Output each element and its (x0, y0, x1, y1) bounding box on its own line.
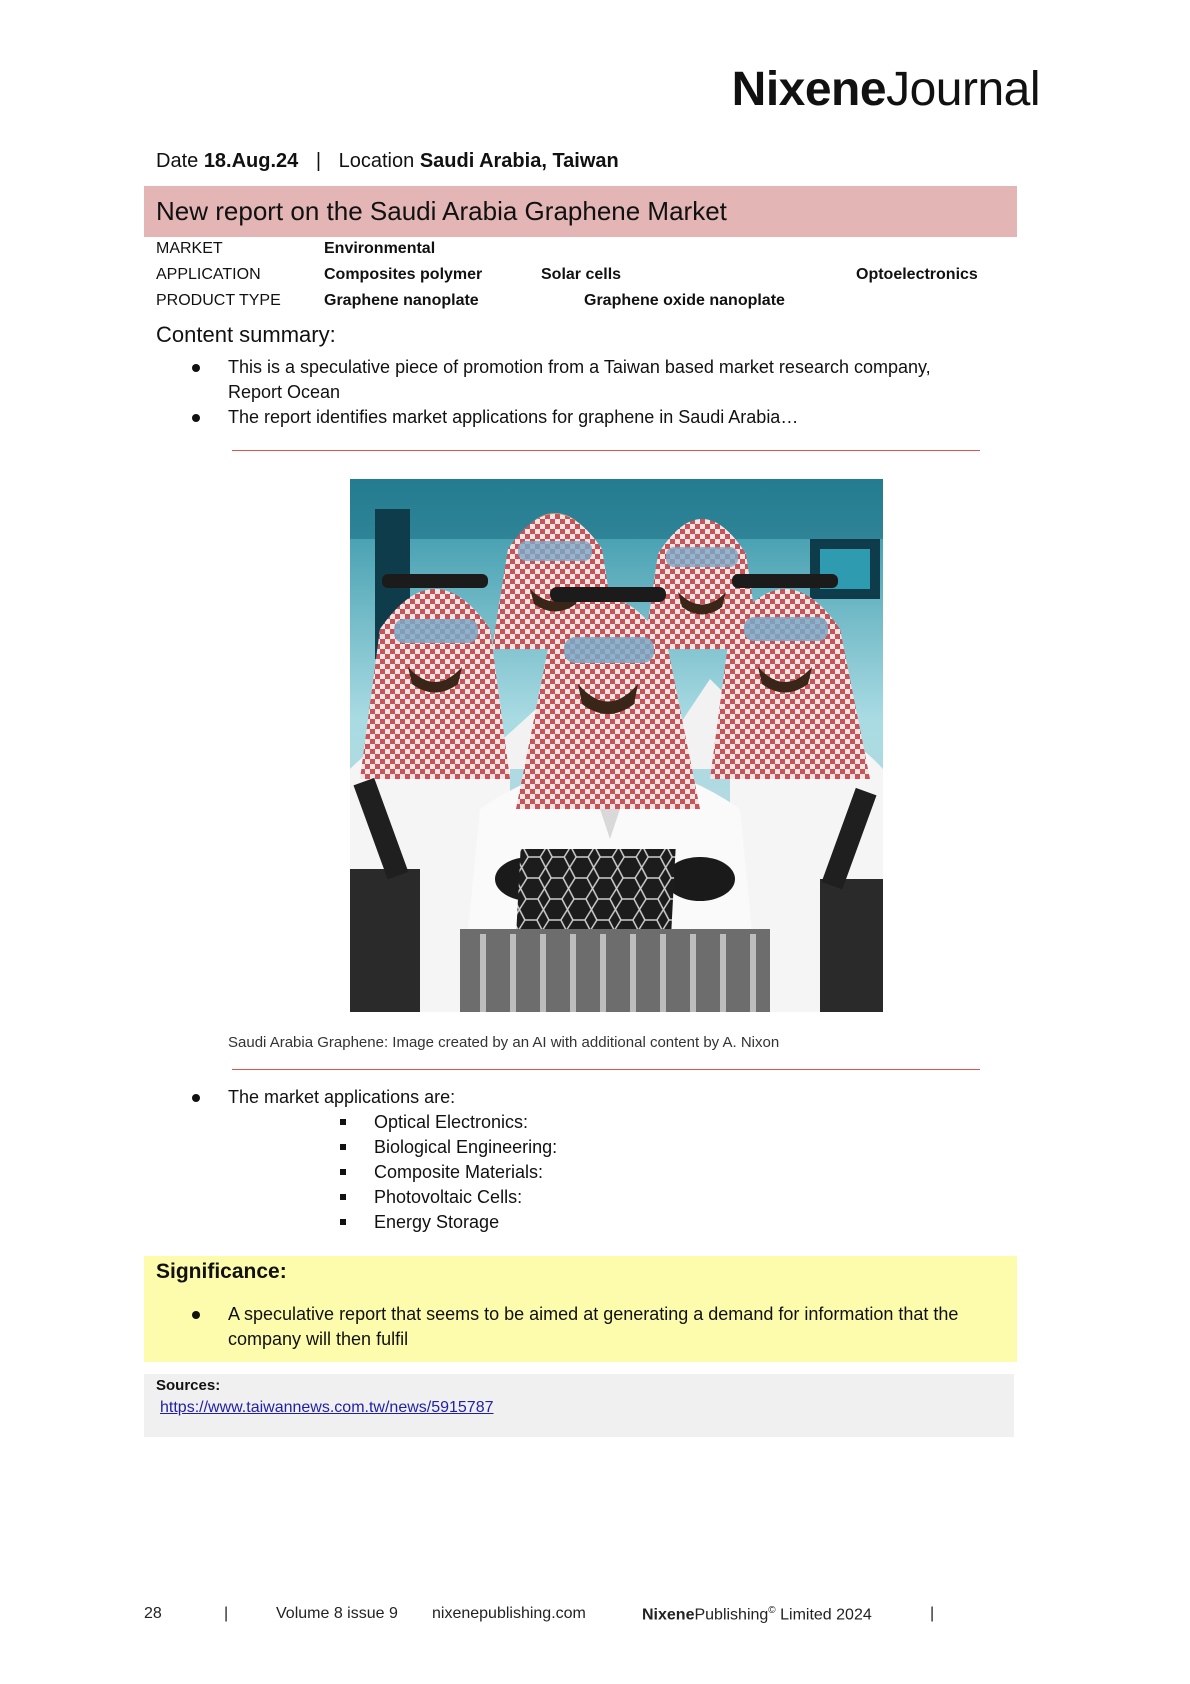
bullet-icon (192, 414, 200, 422)
headline-banner (144, 186, 1017, 237)
application-item: Energy Storage (374, 1212, 500, 1232)
application-value: Optoelectronics (856, 266, 978, 283)
lab-scientists-illustration (350, 479, 883, 1012)
content-summary-title: Content summary: (156, 322, 336, 347)
logo-light: Journal (886, 63, 1040, 116)
product-type-value: Graphene nanoplate (324, 292, 479, 309)
image-caption: Saudi Arabia Graphene: Image created by an AI with additional content by A. Nixon (228, 1034, 780, 1051)
application-item: Photovoltaic Cells: (374, 1187, 523, 1207)
applications-intro: The market applications are: (228, 1087, 456, 1107)
bullet-icon (192, 364, 200, 372)
location-label: Location (338, 150, 415, 172)
list-item (338, 1185, 557, 1210)
summary-list (156, 355, 986, 430)
headline-text: New report on the Saudi Arabia Graphene Market (156, 196, 727, 226)
divider (232, 450, 980, 451)
source-link[interactable]: https://www.taiwannews.com.tw/news/5915787 (160, 1399, 494, 1416)
location-value: Saudi Arabia, Taiwan (419, 150, 619, 172)
list-item (338, 1135, 557, 1160)
applications-sublist (338, 1110, 557, 1235)
market-label: MARKET (156, 240, 223, 257)
list-item (156, 355, 986, 405)
bullet-icon (192, 1311, 200, 1319)
application-value: Composites polymer (324, 266, 483, 283)
sources-title: Sources: (156, 1377, 221, 1394)
significance-bullet: A speculative report that seems to be aimed at generating a demand for information that the company will then fulfil (228, 1304, 959, 1349)
application-item: Biological Engineering: (374, 1137, 558, 1157)
list-item (156, 1085, 956, 1110)
footer-site: nixenepublishing.com (432, 1605, 586, 1622)
publisher-tail: Limited 2024 (775, 1606, 872, 1624)
square-bullet-icon (340, 1169, 346, 1175)
bullet-icon (192, 1094, 200, 1102)
publisher-name: Publishing (694, 1606, 769, 1624)
logo-bold: Nixene (731, 63, 887, 116)
product-type-value: Graphene oxide nanoplate (584, 292, 785, 309)
page-number: 28 (144, 1605, 162, 1622)
square-bullet-icon (340, 1119, 346, 1125)
application-value: Solar cells (541, 266, 622, 283)
journal-logo (731, 63, 1040, 116)
significance-title: Significance: (156, 1260, 287, 1283)
divider (232, 1069, 980, 1070)
footer-volume: Volume 8 issue 9 (276, 1605, 398, 1622)
footer-separator: | (930, 1605, 935, 1622)
application-label: APPLICATION (156, 266, 261, 283)
summary-bullet: This is a speculative piece of promotion from a Taiwan based market research company, Report Ocean (228, 357, 931, 402)
list-item (338, 1110, 557, 1135)
dateline (156, 150, 619, 173)
product-type-label: PRODUCT TYPE (156, 292, 281, 309)
date-label: Date (156, 150, 199, 172)
significance-list (156, 1302, 1006, 1352)
date-value: 18.Aug.24 (203, 150, 299, 172)
list-item (156, 405, 986, 430)
summary-bullet: The report identifies market applications for graphene in Saudi Arabia… (228, 407, 799, 427)
applications-list (156, 1085, 956, 1110)
list-item (338, 1160, 557, 1185)
square-bullet-icon (340, 1144, 346, 1150)
dateline-separator: | (315, 150, 322, 172)
footer-publisher (642, 1605, 872, 1624)
footer-separator: | (224, 1605, 229, 1622)
application-item: Optical Electronics: (374, 1112, 529, 1132)
market-value: Environmental (324, 240, 436, 257)
application-item: Composite Materials: (374, 1162, 544, 1182)
list-item (338, 1210, 557, 1235)
copyright-symbol: © (768, 1605, 776, 1616)
publisher-bold: Nixene (642, 1606, 695, 1624)
square-bullet-icon (340, 1194, 346, 1200)
square-bullet-icon (340, 1219, 346, 1225)
article-image (350, 479, 883, 1012)
list-item (156, 1302, 1006, 1352)
